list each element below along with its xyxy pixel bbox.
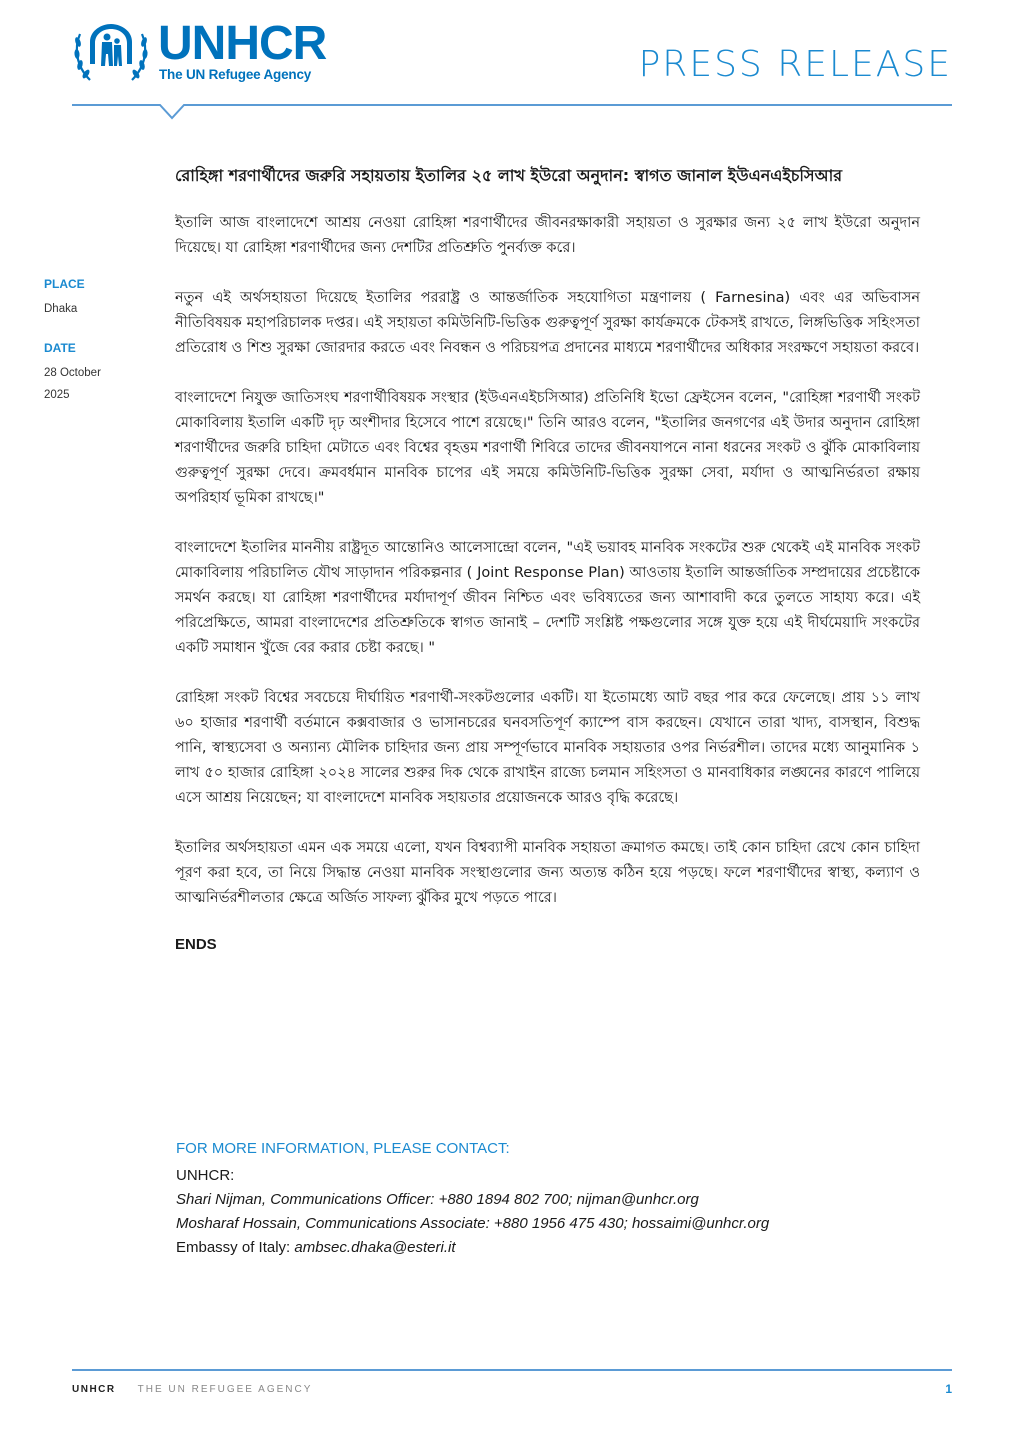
ends-marker: ENDS bbox=[175, 936, 217, 953]
header-divider bbox=[72, 98, 952, 122]
article-title: রোহিঙ্গা শরণার্থীদের জরুরি সহায়তায় ইতালির ২৫ লাখ ইউরো অনুদান: স্বাগত জানাল ইউএনএইচসিআর bbox=[175, 166, 843, 185]
contact-section bbox=[176, 1140, 769, 1260]
contact-org: UNHCR: bbox=[176, 1167, 235, 1184]
article-paragraph: বাংলাদেশে ইতালির মাননীয় রাষ্ট্রদূত আন্তোনিও আলেসান্দ্রো বলেন, "এই ভয়াবহ মানবিক সংকটের শুরু থেকেই এই মানবিক সংকট মোকাবিলায় পরিচালিত যৌথ সাড়াদান পরিকল্পনার ( Joint Response Plan) আওতায় ইতালি আন্তর্জাতিক সম্প্রদায়ের প্রচেষ্টাকে সমর্থন করছে। যা রোহিঙ্গা শরণার্থীদের মর্যাদাপূর্ণ জীবন নিশ্চিত এবং ভবিষ্যতের জন্য আশাবাদী করে তুলতে সাহায্য করে। এই পরিপ্রেক্ষিতে, আমরা বাংলাদেশের প্রতিশ্রুতিকে স্বাগত জানাই – দেশটি সংশ্লিষ্ট পক্ষগুলোর সঙ্গে যুক্ত হয়ে এই দীর্ঘমেয়াদি সংকটের একটি সমাধান খুঁজে বের করার চেষ্টা করছে। " bbox=[175, 540, 920, 656]
article-paragraph: ইতালি আজ বাংলাদেশে আশ্রয় নেওয়া রোহিঙ্গা শরণার্থীদের জীবনরক্ষাকারী সহায়তা ও সুরক্ষার জন্য ২৫ লাখ ইউরো অনুদান দিয়েছে। যা রোহিঙ্গা শরণার্থীদের জন্য দেশটির প্রতিশ্রুতি পুনর্ব্যক্ত করে। bbox=[175, 215, 920, 256]
footer-brand-block bbox=[72, 1384, 312, 1395]
embassy-label: Embassy of Italy: bbox=[176, 1239, 295, 1256]
document-type-heading: PRESS RELEASE bbox=[638, 44, 952, 85]
unhcr-logo bbox=[72, 17, 347, 86]
contact-person[interactable]: Shari Nijman, Communications Officer: +880 1894 802 700; nijman@unhcr.org bbox=[176, 1191, 699, 1208]
contact-heading: FOR MORE INFORMATION, PLEASE CONTACT: bbox=[176, 1140, 510, 1157]
contact-person[interactable]: Mosharaf Hossain, Communications Associate: +880 1956 475 430; hossaimi@unhcr.org bbox=[176, 1215, 770, 1232]
unhcr-emblem-icon bbox=[72, 20, 150, 86]
embassy-contact bbox=[176, 1236, 769, 1260]
date-value-line2: 2025 bbox=[44, 389, 70, 401]
article-paragraph: বাংলাদেশে নিযুক্ত জাতিসংঘ শরণার্থীবিষয়ক সংস্থার (ইউএনএইচসিআর) প্রতিনিধি ইভো ফ্রেইসেন বলেন, "রোহিঙ্গা শরণার্থী সংকট মোকাবিলায় ইতালি একটি দৃঢ় অংশীদার হিসেবে পাশে রয়েছে।" তিনি আরও বলেন, "ইতালির জনগণের এই উদার অনুদান রোহিঙ্গা শরণার্থীদের জরুরি চাহিদা মেটাতে এবং বিশ্বের বৃহত্তম শরণার্থী শিবিরে তাদের জীবনযাপনে নানা ধরনের সংকট ও ঝুঁকি মোকাবিলায় গুরুত্বপূর্ণ সুরক্ষা দেবে। ক্রমবর্ধমান মানবিক চাপের এই সময়ে কমিউনিটি-ভিত্তিক সুরক্ষা সেবা, মর্যাদা ও আত্মনির্ভরতা রক্ষায় অপরিহার্য ভূমিকা রাখছে।" bbox=[175, 390, 920, 506]
article-body bbox=[175, 163, 920, 953]
metadata-sidebar bbox=[44, 276, 154, 406]
article-paragraph: নতুন এই অর্থসহায়তা দিয়েছে ইতালির পররাষ্ট্র ও আন্তর্জাতিক সহযোগিতা মন্ত্রণালয় ( Farnesina) এবং এর অভিবাসন নীতিবিষয়ক মহাপরিচালক দপ্তর। এই সহায়তা কমিউনিটি-ভিত্তিক গুরুত্বপূর্ণ সুরক্ষা কার্যক্রমকে টেকসই রাখতে, লিঙ্গভিত্তিক সহিংসতা প্রতিরোধ ও শিশু সুরক্ষা জোরদার করতে এবং নিবন্ধন ও পরিচয়পত্র প্রদানের মাধ্যমে শরণার্থীদের অধিকার সংরক্ষণে সহায়তা করবে। bbox=[175, 290, 920, 356]
footer-tagline: THE UN REFUGEE AGENCY bbox=[137, 1384, 313, 1395]
footer-brand: UNHCR bbox=[72, 1384, 116, 1395]
logo-wordmark: UNHCR bbox=[158, 17, 327, 70]
place-label: PLACE bbox=[44, 277, 85, 291]
logo-subtitle: The UN Refugee Agency bbox=[159, 67, 312, 82]
article-paragraph: রোহিঙ্গা সংকট বিশ্বের সবচেয়ে দীর্ঘায়িত শরণার্থী-সংকটগুলোর একটি। যা ইতোমধ্যে আট বছর পার করে ফেলেছে। প্রায় ১১ লাখ ৬০ হাজার শরণার্থী বর্তমানে কক্সবাজার ও ভাসানচরের ঘনবসতিপূর্ণ ক্যাম্পে বাস করছেন। যেখানে তারা খাদ্য, বাসস্থান, বিশুদ্ধ পানি, স্বাস্থ্যসেবা ও অন্যান্য মৌলিক চাহিদার জন্য প্রায় সম্পূর্ণভাবে মানবিক সহায়তার ওপর নির্ভরশীল। তাদের মধ্যে আনুমানিক ১ লাখ ৫০ হাজার রোহিঙ্গা ২০২৪ সালের শুরুর দিক থেকে রাখাইন রাজ্যে চলমান সহিংসতা ও মানবাধিকার লঙ্ঘনের কারণে পালিয়ে এসে আশ্রয় নিয়েছেন; যা বাংলাদেশে মানবিক সহায়তার প্রয়োজনকে আরও বৃদ্ধি করেছে। bbox=[175, 690, 920, 806]
date-label: DATE bbox=[44, 341, 76, 355]
footer-divider bbox=[72, 1369, 952, 1371]
embassy-email-link[interactable]: ambsec.dhaka@esteri.it bbox=[294, 1239, 456, 1256]
page-number: 1 bbox=[945, 1382, 952, 1396]
place-value: Dhaka bbox=[44, 303, 78, 315]
date-value-line1: 28 October bbox=[44, 367, 101, 379]
article-paragraph: ইতালির অর্থসহায়তা এমন এক সময়ে এলো, যখন বিশ্বব্যাপী মানবিক সহায়তা ক্রমাগত কমছে। তাই কোন চাহিদা রেখে কোন চাহিদা পূরণ করা হবে, তা নিয়ে সিদ্ধান্ত নেওয়া মানবিক সংস্থাগুলোর জন্য অত্যন্ত কঠিন হয়ে পড়ছে। ফলে শরণার্থীদের স্বাস্থ্য, কল্যাণ ও আত্মনির্ভরশীলতার ক্ষেত্রে অর্জিত সাফল্য ঝুঁকির মুখে পড়তে পারে। bbox=[175, 840, 920, 906]
